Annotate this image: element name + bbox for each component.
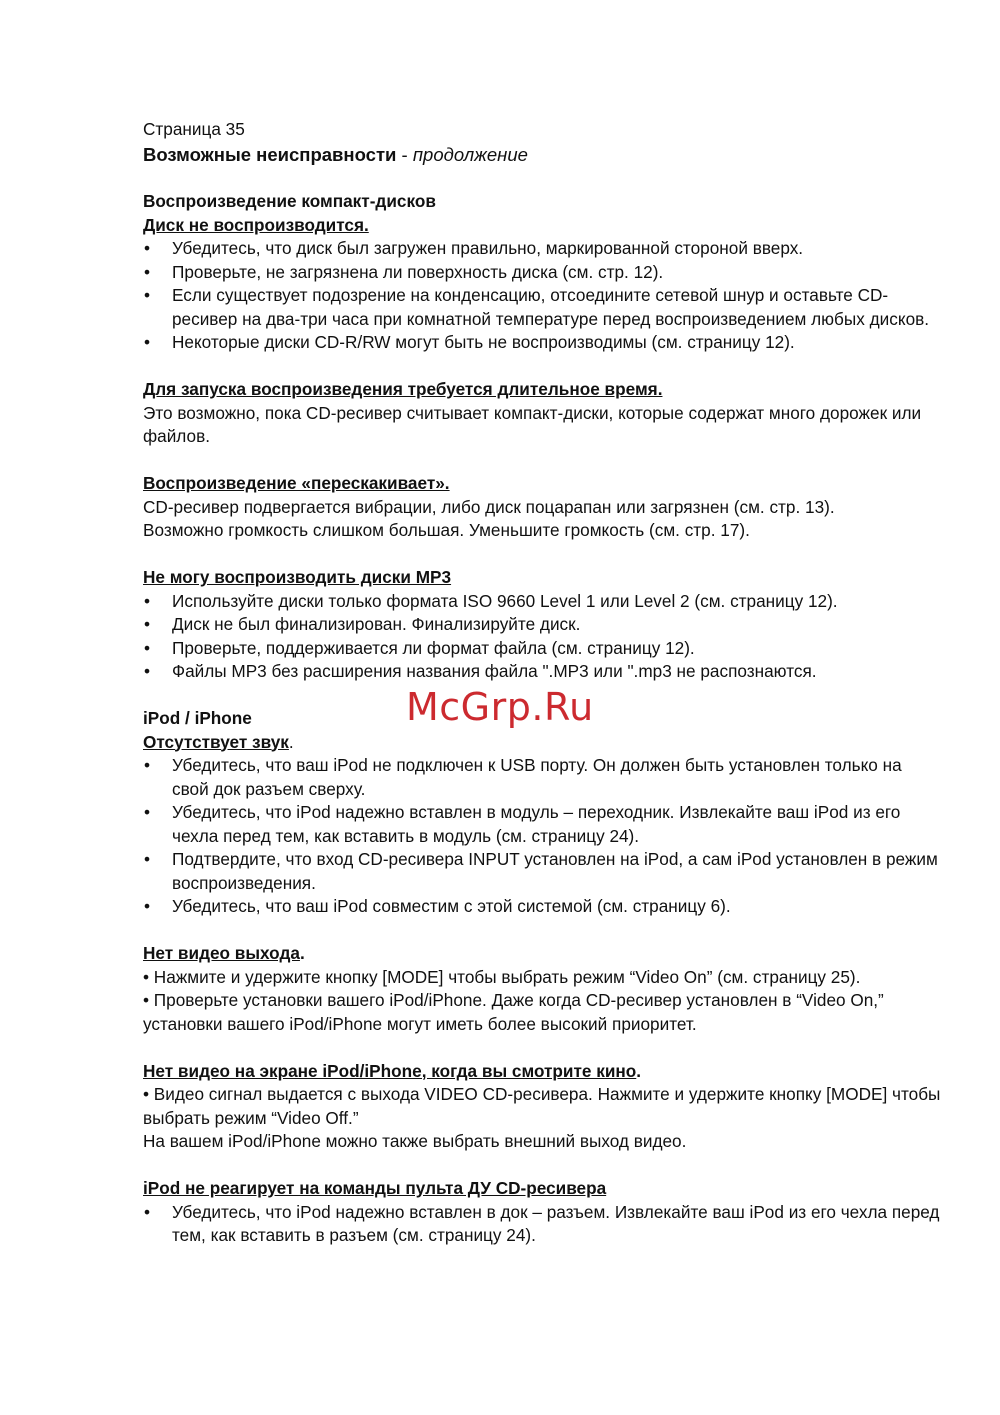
title-separator: - [396, 143, 413, 165]
no-sound-list [143, 754, 943, 919]
title-main: Возможные неисправности [143, 143, 397, 165]
list-item: • Файлы MP3 без расширения названия файла ".MP3 или ".mp3 не распознаются. [143, 660, 943, 684]
no-sound-title-tail: . [288, 731, 294, 752]
list-item: • Проверьте, не загрязнена ли поверхность диска (см. стр. 12). [143, 261, 943, 285]
long-start-title: Для запуска воспроизведения требуется длительное время. [143, 379, 663, 399]
list-item: • Диск не был финализирован. Финализируйте диск. [143, 613, 943, 637]
mp3-list [143, 590, 943, 684]
no-video-title: Нет видео выхода [143, 943, 300, 963]
list-item: • Подтвердите, что вход CD-ресивера INPUT установлен на iPod, а сам iPod установлен в режим воспроизведения. [143, 848, 943, 895]
remote-title: iPod не реагирует на команды пульта ДУ CD-ресивера [143, 1178, 607, 1198]
page-title [143, 142, 943, 167]
list-item: • Убедитесь, что диск был загружен правильно, маркированной стороной вверх. [143, 237, 943, 261]
no-video-line-2: • Проверьте установки вашего iPod/iPhone. Даже когда CD-ресивер установлен в “Video On,” установки вашего iPod/iPhone могут иметь более высокий приоритет. [143, 990, 884, 1034]
no-video-screen-line-1: • Видео сигнал выдается с выхода VIDEO CD-ресивера. Нажмите и удержите кнопку [MODE] чтобы выбрать режим “Video Off.” [143, 1084, 941, 1128]
no-sound-title-line [143, 731, 943, 755]
cd-section-heading: Воспроизведение компакт-дисков [143, 191, 436, 211]
list-item: • Некоторые диски CD-R/RW могут быть не воспроизводимы (см. страницу 12). [143, 331, 943, 355]
long-start-text: Это возможно, пока CD-ресивер считывает компакт-диски, которые содержат много дорожек или файлов. [143, 402, 922, 446]
disc-not-playing-list [143, 237, 943, 355]
no-video-screen-title-line [143, 1060, 943, 1084]
no-video-title-line [143, 942, 943, 966]
playback-skips-title: Воспроизведение «перескакивает». [143, 473, 450, 493]
ipod-section-heading: iPod / iPhone [143, 708, 252, 728]
no-video-screen-line-2: На вашем iPod/iPhone можно также выбрать внешний выход видео. [143, 1131, 687, 1151]
list-item: • Используйте диски только формата ISO 9660 Level 1 или Level 2 (см. страницу 12). [143, 590, 943, 614]
title-continued: продолжение [412, 143, 528, 165]
list-item: • Убедитесь, что iPod надежно вставлен в док – разъем. Извлекайте ваш iPod из его чехла перед тем, как вставить в разъем (см. страницу 24). [143, 1201, 943, 1248]
page-number: Страница 35 [143, 119, 245, 139]
no-video-screen-title-tail: . [636, 1060, 642, 1081]
no-video-screen-title: Нет видео на экране iPod/iPhone, когда вы смотрите кино [143, 1060, 637, 1081]
playback-skips-text-1: CD-ресивер подвергается вибрации, либо диск поцарапан или загрязнен (см. стр. 13). [143, 496, 835, 517]
list-item: • Если существует подозрение на конденсацию, отсоедините сетевой шнур и оставьте CD-ресивер на два-три часа при комнатной температуре перед воспроизведением любых дисков. [143, 284, 943, 331]
list-item: • Убедитесь, что ваш iPod совместим с этой системой (см. страницу 6). [143, 895, 943, 919]
document-page [143, 118, 943, 1248]
disc-not-playing-title: Диск не воспроизводится. [143, 214, 369, 235]
mp3-title: Не могу воспроизводить диски MP3 [143, 567, 452, 587]
list-item: • Проверьте, поддерживается ли формат файла (см. страницу 12). [143, 637, 943, 661]
playback-skips-text-2: Возможно громкость слишком большая. Уменьшите громкость (см. стр. 17). [143, 520, 750, 540]
remote-list [143, 1201, 943, 1248]
watermark: McGrp.Ru [406, 685, 594, 729]
no-sound-title: Отсутствует звук [143, 731, 289, 752]
list-item: • Убедитесь, что ваш iPod не подключен к USB порту. Он должен быть установлен только на свой док разъем сверху. [143, 754, 943, 801]
list-item: • Убедитесь, что iPod надежно вставлен в модуль – переходник. Извлекайте ваш iPod из его чехла перед тем, как вставить в модуль (см. страницу 24). [143, 801, 943, 848]
no-video-line-1: • Нажмите и удержите кнопку [MODE] чтобы выбрать режим “Video On” (см. страницу 25). [143, 966, 861, 987]
no-video-title-tail: . [299, 943, 305, 963]
